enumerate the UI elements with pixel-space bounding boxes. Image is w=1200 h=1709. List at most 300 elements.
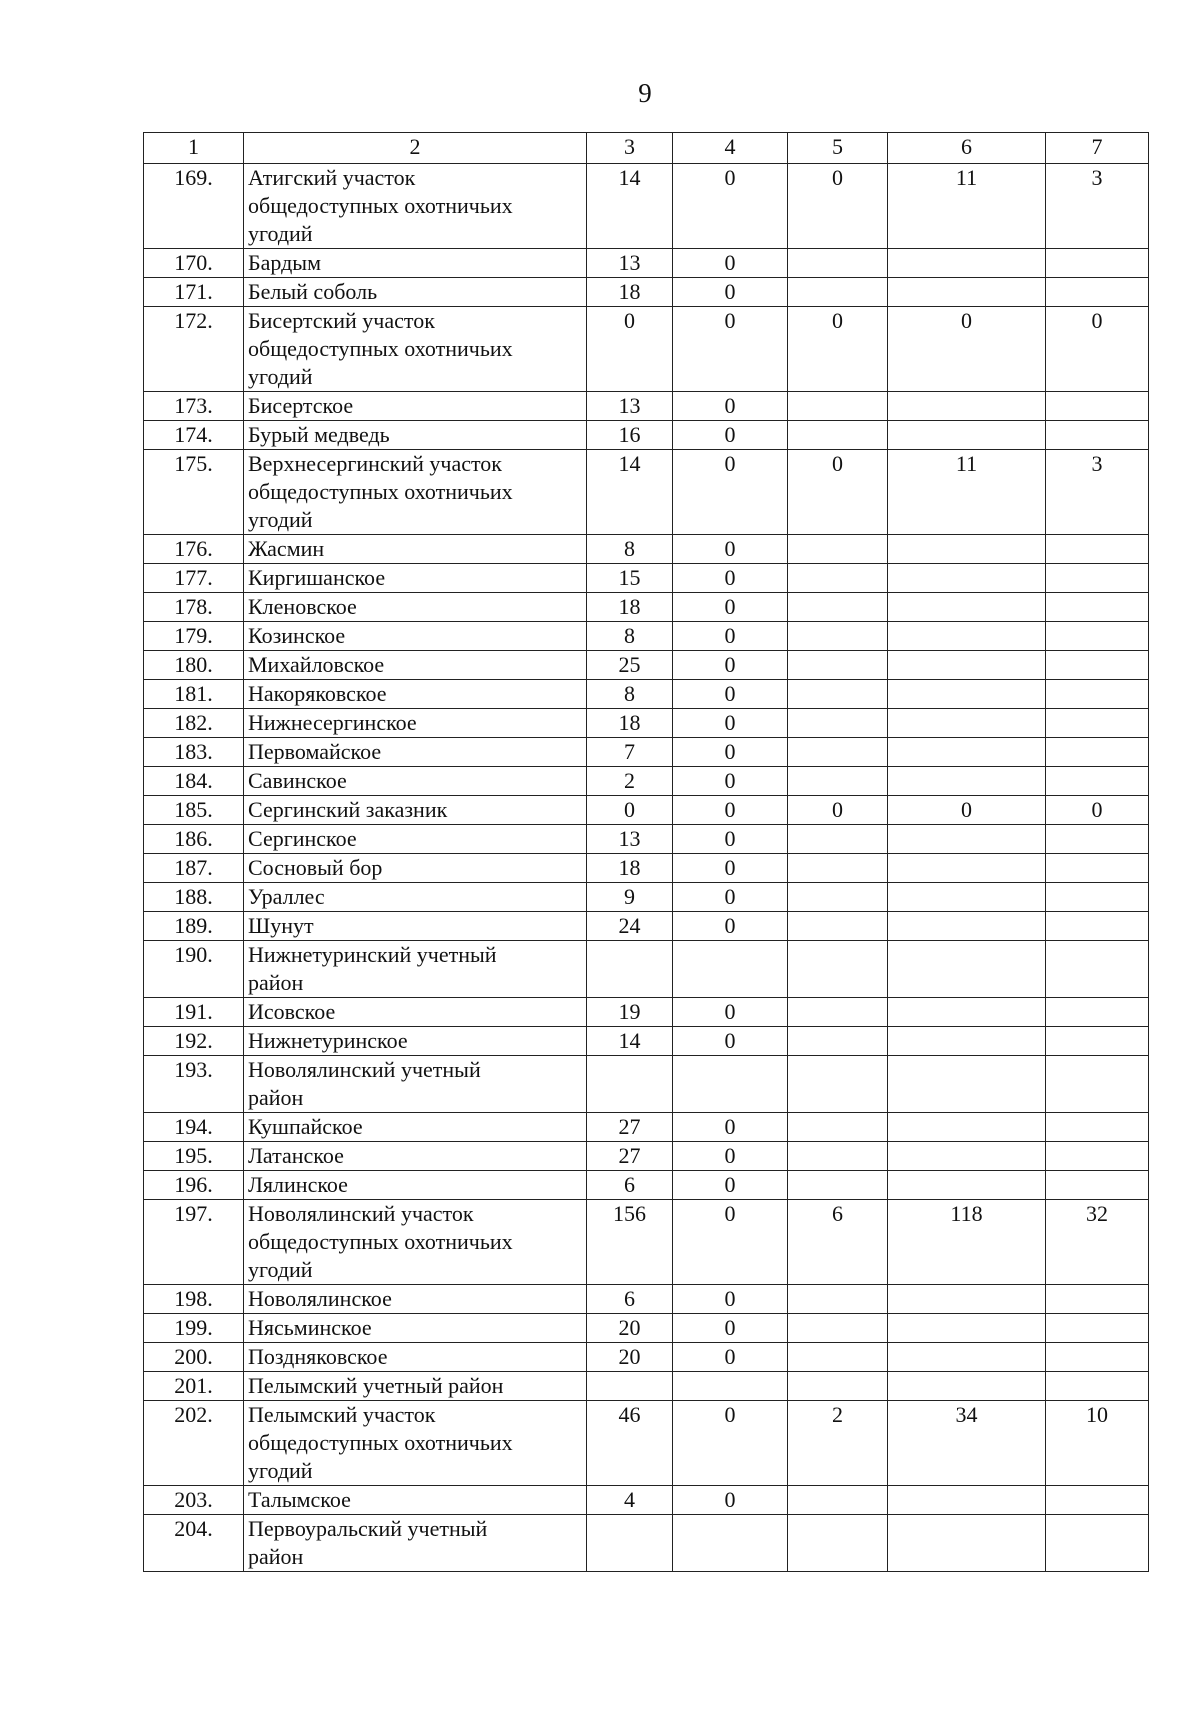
- table-row: [144, 825, 1149, 854]
- name-line: угодий: [248, 1257, 313, 1282]
- row-number-cell: 173.: [144, 392, 244, 421]
- table-row: [144, 709, 1149, 738]
- name-line: Пелымский учетный район: [248, 1373, 504, 1398]
- row-number-cell: 198.: [144, 1285, 244, 1314]
- value-cell-c3: 24: [587, 912, 673, 941]
- table-row: [144, 738, 1149, 767]
- table-row: [144, 854, 1149, 883]
- table-row: [144, 421, 1149, 450]
- table-row: [144, 1515, 1149, 1572]
- table-row: [144, 680, 1149, 709]
- value-cell-c5: [788, 709, 888, 738]
- row-number-cell: 199.: [144, 1314, 244, 1343]
- value-cell-c6: [888, 1515, 1046, 1572]
- value-cell-c7: [1046, 1486, 1149, 1515]
- value-cell-c6: [888, 738, 1046, 767]
- value-cell-c7: [1046, 1171, 1149, 1200]
- name-line: угодий: [248, 221, 313, 246]
- value-cell-c7: [1046, 1314, 1149, 1343]
- value-cell-c6: 0: [888, 796, 1046, 825]
- name-cell: [244, 1142, 587, 1171]
- value-cell-c5: [788, 622, 888, 651]
- name-cell: [244, 1314, 587, 1343]
- value-cell-c6: 11: [888, 450, 1046, 535]
- row-number-cell: 200.: [144, 1343, 244, 1372]
- value-cell-c7: [1046, 883, 1149, 912]
- table-row: [144, 796, 1149, 825]
- value-cell-c5: [788, 1027, 888, 1056]
- name-cell: [244, 278, 587, 307]
- table-row: [144, 622, 1149, 651]
- value-cell-c3: [587, 941, 673, 998]
- name-cell: [244, 1343, 587, 1372]
- value-cell-c5: 2: [788, 1401, 888, 1486]
- value-cell-c5: [788, 1113, 888, 1142]
- row-number-cell: 184.: [144, 767, 244, 796]
- row-number-cell: 170.: [144, 249, 244, 278]
- value-cell-c3: 20: [587, 1314, 673, 1343]
- name-cell: [244, 680, 587, 709]
- value-cell-c4: 0: [673, 535, 788, 564]
- value-cell-c3: 13: [587, 249, 673, 278]
- name-line: Бурый медведь: [248, 422, 390, 447]
- name-cell: [244, 912, 587, 941]
- table-row: [144, 1314, 1149, 1343]
- value-cell-c3: 25: [587, 651, 673, 680]
- value-cell-c5: 0: [788, 307, 888, 392]
- value-cell-c7: [1046, 622, 1149, 651]
- column-header: 7: [1046, 133, 1149, 164]
- row-number-cell: 171.: [144, 278, 244, 307]
- value-cell-c5: [788, 564, 888, 593]
- value-cell-c3: 27: [587, 1113, 673, 1142]
- column-header: 6: [888, 133, 1046, 164]
- value-cell-c7: [1046, 912, 1149, 941]
- value-cell-c7: [1046, 767, 1149, 796]
- row-number-cell: 189.: [144, 912, 244, 941]
- value-cell-c5: [788, 651, 888, 680]
- table-row: [144, 278, 1149, 307]
- value-cell-c7: [1046, 825, 1149, 854]
- value-cell-c3: 6: [587, 1171, 673, 1200]
- value-cell-c4: 0: [673, 825, 788, 854]
- name-line: Первомайское: [248, 739, 382, 764]
- table-row: [144, 1142, 1149, 1171]
- column-header: 1: [144, 133, 244, 164]
- name-cell: [244, 651, 587, 680]
- value-cell-c4: 0: [673, 1027, 788, 1056]
- value-cell-c5: [788, 1314, 888, 1343]
- name-line: Исовское: [248, 999, 336, 1024]
- table-row: [144, 593, 1149, 622]
- value-cell-c3: 9: [587, 883, 673, 912]
- row-number-cell: 186.: [144, 825, 244, 854]
- name-cell: [244, 1486, 587, 1515]
- page-number: 9: [638, 78, 652, 108]
- value-cell-c6: [888, 767, 1046, 796]
- row-number-cell: 179.: [144, 622, 244, 651]
- value-cell-c3: 15: [587, 564, 673, 593]
- value-cell-c3: 2: [587, 767, 673, 796]
- value-cell-c4: 0: [673, 680, 788, 709]
- name-cell: [244, 1027, 587, 1056]
- name-line: Новолялинский учетный: [248, 1057, 481, 1082]
- name-cell: [244, 1401, 587, 1486]
- value-cell-c7: [1046, 278, 1149, 307]
- value-cell-c5: [788, 1515, 888, 1572]
- value-cell-c3: 4: [587, 1486, 673, 1515]
- table-row: [144, 1486, 1149, 1515]
- value-cell-c5: 0: [788, 164, 888, 249]
- row-number-cell: 185.: [144, 796, 244, 825]
- value-cell-c5: [788, 1486, 888, 1515]
- value-cell-c4: 0: [673, 1200, 788, 1285]
- name-line: Нижнетуринский учетный: [248, 942, 497, 967]
- name-line: Козинское: [248, 623, 346, 648]
- value-cell-c6: [888, 709, 1046, 738]
- value-cell-c4: 0: [673, 1171, 788, 1200]
- column-header: 4: [673, 133, 788, 164]
- row-number-cell: 174.: [144, 421, 244, 450]
- value-cell-c5: 0: [788, 796, 888, 825]
- name-cell: [244, 1200, 587, 1285]
- value-cell-c3: 0: [587, 307, 673, 392]
- value-cell-c5: [788, 1343, 888, 1372]
- value-cell-c7: 10: [1046, 1401, 1149, 1486]
- value-cell-c6: 0: [888, 307, 1046, 392]
- name-cell: [244, 1171, 587, 1200]
- value-cell-c6: [888, 1343, 1046, 1372]
- value-cell-c7: [1046, 564, 1149, 593]
- value-cell-c4: 0: [673, 622, 788, 651]
- name-line: общедоступных охотничьих: [248, 479, 513, 504]
- table-row: [144, 941, 1149, 998]
- value-cell-c7: [1046, 941, 1149, 998]
- value-cell-c7: [1046, 421, 1149, 450]
- value-cell-c6: [888, 1027, 1046, 1056]
- value-cell-c4: [673, 1515, 788, 1572]
- value-cell-c5: [788, 680, 888, 709]
- name-line: Накоряковское: [248, 681, 387, 706]
- value-cell-c4: 0: [673, 854, 788, 883]
- name-cell: [244, 622, 587, 651]
- value-cell-c3: 14: [587, 450, 673, 535]
- value-cell-c5: [788, 883, 888, 912]
- value-cell-c4: 0: [673, 767, 788, 796]
- value-cell-c7: [1046, 709, 1149, 738]
- row-number-cell: 194.: [144, 1113, 244, 1142]
- value-cell-c4: 0: [673, 564, 788, 593]
- name-line: Поздняковское: [248, 1344, 388, 1369]
- value-cell-c3: 18: [587, 278, 673, 307]
- name-cell: [244, 421, 587, 450]
- value-cell-c6: [888, 593, 1046, 622]
- name-line: Белый соболь: [248, 279, 378, 304]
- name-line: угодий: [248, 507, 313, 532]
- value-cell-c3: 19: [587, 998, 673, 1027]
- value-cell-c7: [1046, 680, 1149, 709]
- value-cell-c3: 13: [587, 825, 673, 854]
- row-number-cell: 190.: [144, 941, 244, 998]
- name-line: Первоуральский учетный: [248, 1516, 488, 1541]
- name-line: общедоступных охотничьих: [248, 1229, 513, 1254]
- value-cell-c7: [1046, 1343, 1149, 1372]
- name-cell: [244, 738, 587, 767]
- value-cell-c6: [888, 249, 1046, 278]
- row-number-cell: 192.: [144, 1027, 244, 1056]
- table-row: [144, 767, 1149, 796]
- name-line: Жасмин: [248, 536, 325, 561]
- value-cell-c7: [1046, 249, 1149, 278]
- value-cell-c3: 46: [587, 1401, 673, 1486]
- row-number-cell: 197.: [144, 1200, 244, 1285]
- column-header: 3: [587, 133, 673, 164]
- row-number-cell: 172.: [144, 307, 244, 392]
- value-cell-c5: [788, 1171, 888, 1200]
- value-cell-c4: 0: [673, 912, 788, 941]
- row-number-cell: 204.: [144, 1515, 244, 1572]
- value-cell-c7: [1046, 593, 1149, 622]
- value-cell-c5: [788, 392, 888, 421]
- name-line: Атигский участок: [248, 165, 416, 190]
- value-cell-c5: [788, 1142, 888, 1171]
- name-line: Бисертское: [248, 393, 354, 418]
- value-cell-c5: [788, 998, 888, 1027]
- value-cell-c4: 0: [673, 1113, 788, 1142]
- name-cell: [244, 1285, 587, 1314]
- table-row: [144, 912, 1149, 941]
- name-line: Новолялинский участок: [248, 1201, 474, 1226]
- value-cell-c4: 0: [673, 450, 788, 535]
- value-cell-c6: 118: [888, 1200, 1046, 1285]
- name-line: Нижнесергинское: [248, 710, 417, 735]
- table-row: [144, 651, 1149, 680]
- value-cell-c7: [1046, 738, 1149, 767]
- value-cell-c3: 0: [587, 796, 673, 825]
- value-cell-c4: 0: [673, 278, 788, 307]
- value-cell-c6: [888, 278, 1046, 307]
- value-cell-c6: [888, 1285, 1046, 1314]
- name-line: общедоступных охотничьих: [248, 336, 513, 361]
- value-cell-c7: [1046, 1515, 1149, 1572]
- table-row: [144, 998, 1149, 1027]
- value-cell-c6: [888, 1113, 1046, 1142]
- name-line: Михайловское: [248, 652, 385, 677]
- table-row: [144, 392, 1149, 421]
- value-cell-c6: [888, 392, 1046, 421]
- row-number-cell: 202.: [144, 1401, 244, 1486]
- name-line: Сосновый бор: [248, 855, 383, 880]
- row-number-cell: 183.: [144, 738, 244, 767]
- table-row: [144, 1372, 1149, 1401]
- row-number-cell: 193.: [144, 1056, 244, 1113]
- value-cell-c3: 18: [587, 709, 673, 738]
- value-cell-c6: [888, 1171, 1046, 1200]
- table-row: [144, 564, 1149, 593]
- value-cell-c6: [888, 998, 1046, 1027]
- value-cell-c4: 0: [673, 796, 788, 825]
- value-cell-c3: 16: [587, 421, 673, 450]
- name-line: угодий: [248, 364, 313, 389]
- value-cell-c7: [1046, 1142, 1149, 1171]
- value-cell-c4: 0: [673, 307, 788, 392]
- name-line: Нясьминское: [248, 1315, 372, 1340]
- value-cell-c4: 0: [673, 1314, 788, 1343]
- name-line: Латанское: [248, 1143, 344, 1168]
- value-cell-c6: [888, 854, 1046, 883]
- value-cell-c4: 0: [673, 1401, 788, 1486]
- value-cell-c5: [788, 738, 888, 767]
- name-line: Ураллес: [248, 884, 325, 909]
- value-cell-c4: 0: [673, 249, 788, 278]
- value-cell-c7: [1046, 535, 1149, 564]
- row-number-cell: 175.: [144, 450, 244, 535]
- value-cell-c6: [888, 1056, 1046, 1113]
- name-line: общедоступных охотничьих: [248, 1430, 513, 1455]
- row-number-cell: 182.: [144, 709, 244, 738]
- value-cell-c6: [888, 883, 1046, 912]
- value-cell-c7: [1046, 1056, 1149, 1113]
- value-cell-c5: 0: [788, 450, 888, 535]
- name-cell: [244, 854, 587, 883]
- value-cell-c3: 18: [587, 854, 673, 883]
- name-cell: [244, 883, 587, 912]
- name-line: общедоступных охотничьих: [248, 193, 513, 218]
- row-number-cell: 188.: [144, 883, 244, 912]
- value-cell-c6: [888, 1314, 1046, 1343]
- value-cell-c4: 0: [673, 1285, 788, 1314]
- table-row: [144, 450, 1149, 535]
- row-number-cell: 196.: [144, 1171, 244, 1200]
- value-cell-c3: [587, 1372, 673, 1401]
- table-row: [144, 883, 1149, 912]
- name-line: Верхнесергинский участок: [248, 451, 502, 476]
- value-cell-c6: [888, 825, 1046, 854]
- value-cell-c4: 0: [673, 1486, 788, 1515]
- value-cell-c5: [788, 421, 888, 450]
- value-cell-c4: 0: [673, 421, 788, 450]
- row-number-cell: 178.: [144, 593, 244, 622]
- value-cell-c5: [788, 1372, 888, 1401]
- row-number-cell: 195.: [144, 1142, 244, 1171]
- row-number-cell: 180.: [144, 651, 244, 680]
- value-cell-c7: 3: [1046, 164, 1149, 249]
- value-cell-c4: 0: [673, 651, 788, 680]
- value-cell-c3: [587, 1515, 673, 1572]
- table-header-row: [144, 133, 1149, 164]
- value-cell-c5: [788, 912, 888, 941]
- name-cell: [244, 1056, 587, 1113]
- table-row: [144, 1113, 1149, 1142]
- name-cell: [244, 249, 587, 278]
- value-cell-c3: 8: [587, 622, 673, 651]
- table-row: [144, 1285, 1149, 1314]
- value-cell-c3: 13: [587, 392, 673, 421]
- value-cell-c6: [888, 421, 1046, 450]
- name-line: район: [248, 1544, 304, 1569]
- table-row: [144, 1056, 1149, 1113]
- name-line: район: [248, 1085, 304, 1110]
- value-cell-c7: 0: [1046, 796, 1149, 825]
- name-cell: [244, 564, 587, 593]
- value-cell-c3: 8: [587, 535, 673, 564]
- value-cell-c6: [888, 680, 1046, 709]
- value-cell-c5: 6: [788, 1200, 888, 1285]
- name-cell: [244, 1515, 587, 1572]
- row-number-cell: 169.: [144, 164, 244, 249]
- value-cell-c6: [888, 1372, 1046, 1401]
- value-cell-c4: 0: [673, 164, 788, 249]
- value-cell-c4: [673, 1056, 788, 1113]
- table-row: [144, 164, 1149, 249]
- name-line: Шунут: [248, 913, 314, 938]
- name-line: Лялинское: [248, 1172, 348, 1197]
- value-cell-c7: 3: [1046, 450, 1149, 535]
- value-cell-c7: [1046, 1372, 1149, 1401]
- value-cell-c5: [788, 593, 888, 622]
- value-cell-c3: 8: [587, 680, 673, 709]
- value-cell-c4: [673, 1372, 788, 1401]
- value-cell-c7: [1046, 1285, 1149, 1314]
- value-cell-c3: 27: [587, 1142, 673, 1171]
- name-line: Кушпайское: [248, 1114, 363, 1139]
- table-row: [144, 249, 1149, 278]
- name-line: район: [248, 970, 304, 995]
- name-cell: [244, 1113, 587, 1142]
- row-number-cell: 203.: [144, 1486, 244, 1515]
- value-cell-c6: 11: [888, 164, 1046, 249]
- value-cell-c5: [788, 249, 888, 278]
- name-cell: [244, 593, 587, 622]
- value-cell-c3: 6: [587, 1285, 673, 1314]
- value-cell-c5: [788, 854, 888, 883]
- table-row: [144, 307, 1149, 392]
- row-number-cell: 201.: [144, 1372, 244, 1401]
- name-line: Новолялинское: [248, 1286, 392, 1311]
- name-cell: [244, 796, 587, 825]
- value-cell-c6: [888, 1486, 1046, 1515]
- name-line: Талымское: [248, 1487, 351, 1512]
- value-cell-c7: [1046, 1027, 1149, 1056]
- name-cell: [244, 1372, 587, 1401]
- table-row: [144, 1343, 1149, 1372]
- table-row: [144, 1171, 1149, 1200]
- value-cell-c4: 0: [673, 998, 788, 1027]
- table-row: [144, 1027, 1149, 1056]
- name-cell: [244, 998, 587, 1027]
- value-cell-c6: [888, 535, 1046, 564]
- name-line: угодий: [248, 1458, 313, 1483]
- name-line: Нижнетуринское: [248, 1028, 408, 1053]
- value-cell-c5: [788, 278, 888, 307]
- value-cell-c3: 14: [587, 164, 673, 249]
- name-cell: [244, 825, 587, 854]
- value-cell-c5: [788, 1056, 888, 1113]
- name-line: Сергинский заказник: [248, 797, 448, 822]
- name-line: Бисертский участок: [248, 308, 435, 333]
- value-cell-c4: 0: [673, 883, 788, 912]
- row-number-cell: 177.: [144, 564, 244, 593]
- value-cell-c4: 0: [673, 392, 788, 421]
- value-cell-c5: [788, 825, 888, 854]
- value-cell-c4: 0: [673, 1142, 788, 1171]
- name-cell: [244, 450, 587, 535]
- value-cell-c5: [788, 535, 888, 564]
- name-cell: [244, 307, 587, 392]
- value-cell-c7: [1046, 854, 1149, 883]
- value-cell-c7: 0: [1046, 307, 1149, 392]
- table-row: [144, 1401, 1149, 1486]
